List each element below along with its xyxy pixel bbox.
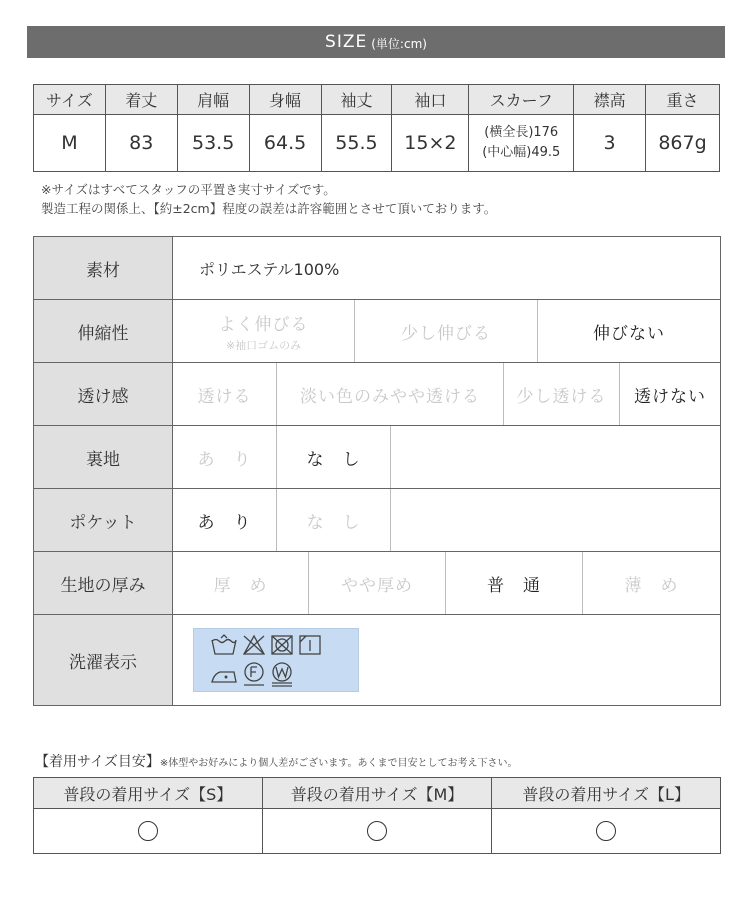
- material-value: ポリエステル100%: [199, 259, 340, 279]
- fit-guide-heading: [35, 751, 517, 771]
- option-text: やや厚め: [341, 575, 413, 596]
- fit-guide-note: ※体型やお好みにより個人差がございます。あくまで目安としてお考え下さい。: [159, 758, 518, 769]
- cell-size: M: [34, 115, 106, 172]
- option-text: な し: [306, 512, 361, 533]
- option-text: 厚 め: [213, 575, 268, 596]
- attr-label-sheer: 透け感: [34, 363, 173, 426]
- circle-mark-icon: [367, 821, 387, 841]
- option-subnote: ※袖口ゴムのみ: [225, 338, 302, 352]
- attr-label-lining: 裏地: [34, 426, 173, 489]
- attr-row-care: [34, 615, 721, 706]
- attr-label-thickness: 生地の厚み: [34, 552, 173, 615]
- header-body-width: 身幅: [249, 85, 321, 115]
- option-text: 透けない: [634, 386, 706, 407]
- sheer-option-slight: [504, 363, 620, 425]
- attr-value-cell: [173, 237, 721, 300]
- thickness-option-slightly-thick: [309, 552, 446, 614]
- line-dry-shade-icon: [300, 636, 320, 654]
- cell-collar-height: 3: [574, 115, 646, 172]
- pocket-option-empty: [391, 489, 720, 551]
- attr-row-material: [34, 237, 721, 300]
- attr-value-cell: [173, 426, 721, 489]
- no-tumble-dry-icon: [272, 636, 292, 654]
- stretch-option-none: [538, 300, 720, 362]
- lining-option-no: [277, 426, 391, 488]
- wet-clean-w-icon: [272, 663, 292, 686]
- fit-table-header: [34, 778, 721, 809]
- sheer-option-light-only: [277, 363, 504, 425]
- fit-table: [33, 777, 721, 854]
- cell-scarf: [469, 115, 574, 172]
- size-table-header: [34, 85, 720, 115]
- table-row: [34, 809, 721, 854]
- cell-length: 83: [105, 115, 177, 172]
- header-shoulder: 肩幅: [177, 85, 249, 115]
- stretch-option-high: [173, 300, 355, 362]
- attr-row-stretch: [34, 300, 721, 363]
- attr-value-cell: [173, 489, 721, 552]
- no-bleach-icon: [244, 636, 264, 654]
- fit-header-l: 普段の着用サイズ【L】: [492, 778, 721, 809]
- cell-sleeve-length: 55.5: [321, 115, 392, 172]
- low-iron-icon: [212, 672, 236, 682]
- pocket-option-yes: [173, 489, 277, 551]
- size-title: SIZE: [325, 32, 368, 52]
- size-table: [33, 84, 720, 172]
- thickness-option-thick: [173, 552, 309, 614]
- attr-row-pocket: [34, 489, 721, 552]
- table-row: [34, 115, 720, 172]
- pocket-option-no: [277, 489, 391, 551]
- fit-guide-title: 【着用サイズ目安】: [35, 754, 160, 770]
- option-text: 淡い色のみやや透ける: [300, 386, 480, 407]
- thickness-option-normal: [446, 552, 583, 614]
- attr-value-cell: [173, 300, 721, 363]
- care-symbols: [206, 632, 346, 688]
- option-text: あ り: [197, 512, 252, 533]
- circle-mark-icon: [596, 821, 616, 841]
- option-text: よく伸びる: [218, 314, 309, 335]
- option-text: 少し透ける: [516, 386, 607, 407]
- fit-cell-m: [262, 809, 492, 854]
- attr-row-lining: [34, 426, 721, 489]
- care-label-tag: [193, 628, 359, 692]
- attr-value-cell: [173, 552, 721, 615]
- attr-value-cell: [173, 363, 721, 426]
- hand-wash-icon: [212, 635, 236, 654]
- option-text: 透ける: [197, 386, 252, 407]
- option-text: な し: [306, 449, 361, 470]
- cell-body-width: 64.5: [249, 115, 321, 172]
- note-line: ※サイズはすべてスタッフの平置き実寸サイズです。: [41, 182, 336, 197]
- cell-shoulder: 53.5: [177, 115, 249, 172]
- cell-weight: 867g: [645, 115, 719, 172]
- dry-clean-f-icon: [244, 663, 264, 685]
- thickness-option-thin: [583, 552, 720, 614]
- attr-value-cell: [173, 615, 721, 706]
- option-text: 普 通: [487, 575, 541, 596]
- header-weight: 重さ: [645, 85, 719, 115]
- attribute-table: [33, 236, 721, 706]
- cell-cuff: 15×2: [392, 115, 469, 172]
- attr-label-material: 素材: [34, 237, 173, 300]
- attr-row-thickness: [34, 552, 721, 615]
- fit-header-s: 普段の着用サイズ【S】: [34, 778, 263, 809]
- sheer-option-none: [620, 363, 720, 425]
- scarf-full-length: (横全長)176: [484, 125, 559, 140]
- lining-option-yes: [173, 426, 277, 488]
- fit-cell-s: [34, 809, 263, 854]
- attr-label-care: 洗濯表示: [34, 615, 173, 706]
- size-title-bar: [27, 26, 725, 58]
- size-notes: [41, 180, 496, 218]
- note-line: 製造工程の関係上、【約±2cm】程度の誤差は許容範囲とさせて頂いております。: [41, 201, 497, 216]
- lining-option-empty: [391, 426, 720, 488]
- stretch-option-some: [355, 300, 538, 362]
- option-text: あ り: [197, 449, 252, 470]
- header-cuff: 袖口: [392, 85, 469, 115]
- scarf-center-width: (中心幅)49.5: [482, 145, 561, 160]
- fit-header-m: 普段の着用サイズ【M】: [262, 778, 492, 809]
- header-length: 着丈: [105, 85, 177, 115]
- fit-cell-l: [492, 809, 721, 854]
- size-unit: (単位:cm): [371, 36, 427, 51]
- option-text: 少し伸びる: [401, 323, 491, 344]
- attr-label-stretch: 伸縮性: [34, 300, 173, 363]
- attr-row-sheer: [34, 363, 721, 426]
- header-collar-height: 襟高: [574, 85, 646, 115]
- option-text: 伸びない: [593, 323, 665, 344]
- option-text: 薄 め: [624, 575, 679, 596]
- sheer-option-sheer: [173, 363, 277, 425]
- header-scarf: スカーフ: [469, 85, 574, 115]
- attr-label-pocket: ポケット: [34, 489, 173, 552]
- header-size: サイズ: [34, 85, 106, 115]
- header-sleeve-length: 袖丈: [321, 85, 392, 115]
- circle-mark-icon: [138, 821, 158, 841]
